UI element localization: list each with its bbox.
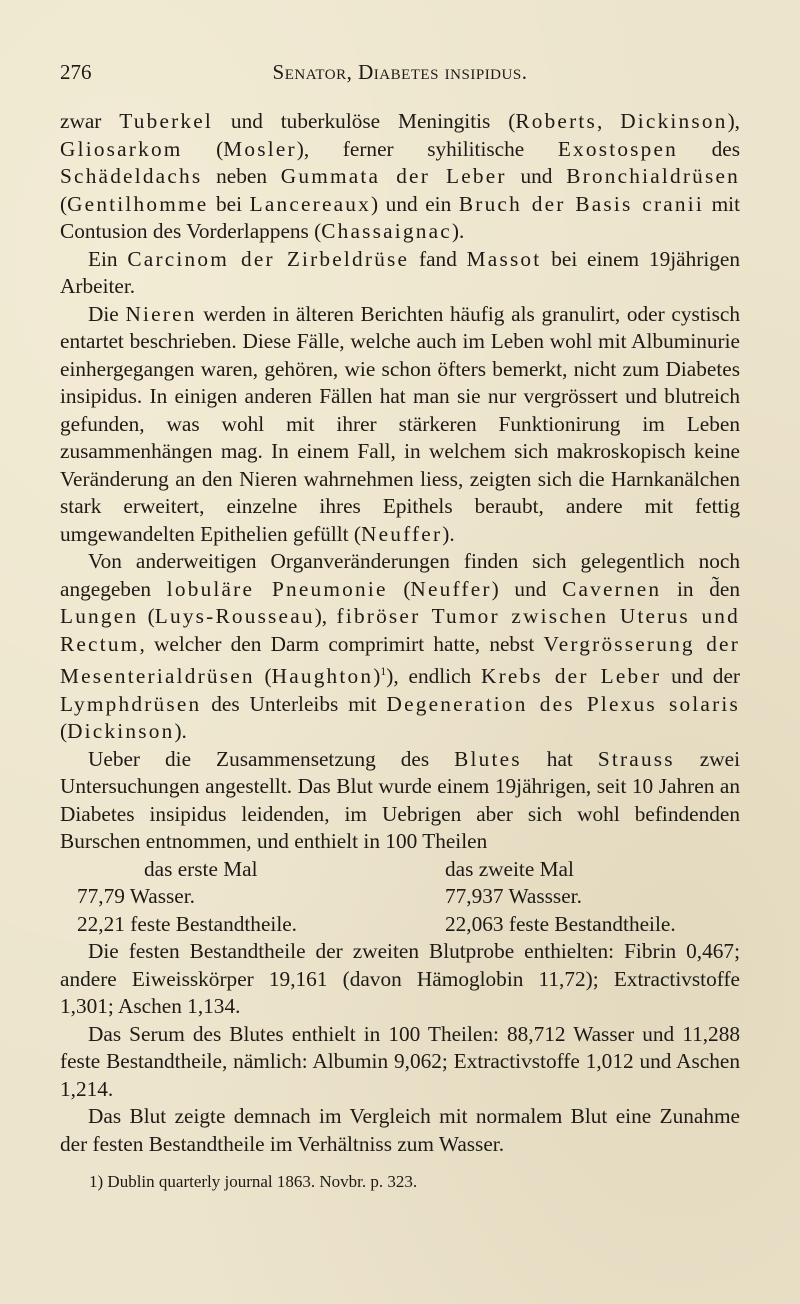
comparison-header-row: [60, 856, 740, 884]
footnotes: [60, 1172, 740, 1192]
footnote: [60, 1172, 740, 1192]
comparison-row-solids: [60, 911, 740, 939]
page-header: [60, 60, 740, 88]
paragraph-feste-bestandtheile: Die festen Bestandtheile der zweiten Blutprobe enthielten: Fibrin 0,467; andere Eiweisskörper 19,161 (davon Hämoglobin 11,72); Extractivstoffe 1,301; Aschen 1,134.: [60, 939, 740, 1019]
main-text: [60, 108, 740, 856]
paragraph-serum: Das Serum des Blutes enthielt in 100 Theilen: 88,712 Wasser und 11,288 feste Bestandtheile, nämlich: Albumin 9,062; Extractivstoffe 1,012 und Aschen 1,214.: [60, 1021, 740, 1101]
footnote-text: Dublin quarterly journal 1863. Novbr. p. 323.: [103, 1172, 418, 1192]
footnote-reference: 1: [380, 664, 387, 678]
paragraph-continuation: zwar Tuberkel und tuberkulöse Meningitis (Roberts, Dickinson), Gliosarkom (Mosler), ferner syhilitische Exostospen des Schädeldachs neben Gummata der Leber und Bronchialdrüsen (Gentilhomme bei Lancereaux) und ein Bruch der Basis cranii mit Contusion des Vorderlappens (Chassaignac).: [60, 109, 741, 243]
blood-comparison-table: [60, 856, 740, 939]
cell-water-second: 77,937 Wassser.: [445, 884, 582, 909]
column-head-first: das erste Mal: [144, 856, 258, 881]
cell-water-first: 77,79 Wasser.: [77, 884, 195, 909]
page-number: 276: [60, 60, 92, 84]
paragraph-carcinom: Ein Carcinom der Zirbeldrüse fand Massot bei einem 19jährigen Arbeiter.: [60, 246, 740, 298]
paragraph-organveraenderungen: Von anderweitigen Organveränderungen finden sich gelegentlich noch angegeben lobuläre Pneumonie (Neuffer) und Cavernen in den Lungen (Luys-Rousseau), fibröser Tumor zwischen Uterus und Rectum, welcher den Darm comprimirt hatte, nebst Vergrösserung der Mesenterialdrüsen (Haughton)$^1$), endlich Krebs der Leber und der Lymphdrüsen des Unterleibs mit Degeneration des Plexus solaris (Dickinson).: [60, 549, 741, 744]
paragraph-conclusion: Das Blut zeigte demnach im Vergleich mit normalem Blut eine Zunahme der festen Bestandtheile im Verhältniss zum Wasser.: [60, 1104, 740, 1156]
book-page: [60, 60, 740, 1192]
main-text-continued: [60, 938, 740, 1158]
footnote-mark: 1): [89, 1172, 104, 1192]
comparison-row-water: [60, 883, 740, 911]
paragraph-nieren: Die Nieren werden in älteren Berichten häufig als granulirt, oder cystisch entartet beschrieben. Diese Fälle, welche auch im Leben wohl mit Albuminurie einhergegangen waren, gehören, wie schon öfters bemerkt, nicht zum Diabetes insipidus. In einigen anderen Fällen hat man sie nur vergrössert und blutreich gefunden, was wohl mit ihrer stärkeren Funktionirung im Leben zusammenhängen mag. In einem Fall, in welchem sich makroskopisch keine Veränderung an den Nieren wahrnehmen liess, zeigten sich die Harnkanälchen stark erweitert, einzelne ihres Epithels beraubt, andere mit fettig umgewandelten Epithelien gefüllt (Neuffer).: [60, 301, 740, 546]
cell-solids-second: 22,063 feste Bestandtheile.: [445, 911, 676, 936]
column-head-second: das zweite Mal: [445, 856, 574, 881]
cell-solids-first: 22,21 feste Bestandtheile.: [77, 911, 298, 936]
paragraph-blut: Ueber die Zusammensetzung des Blutes hat Strauss zwei Untersuchungen angestellt. Das Blut wurde einem 19jährigen, seit 10 Jahren an Diabetes insipidus leidenden, im Uebrigen aber sich wohl befindenden Burschen entnommen, und enthielt in 100 Theilen: [60, 746, 740, 854]
running-title: Senator, Diabetes insipidus.: [272, 60, 528, 84]
